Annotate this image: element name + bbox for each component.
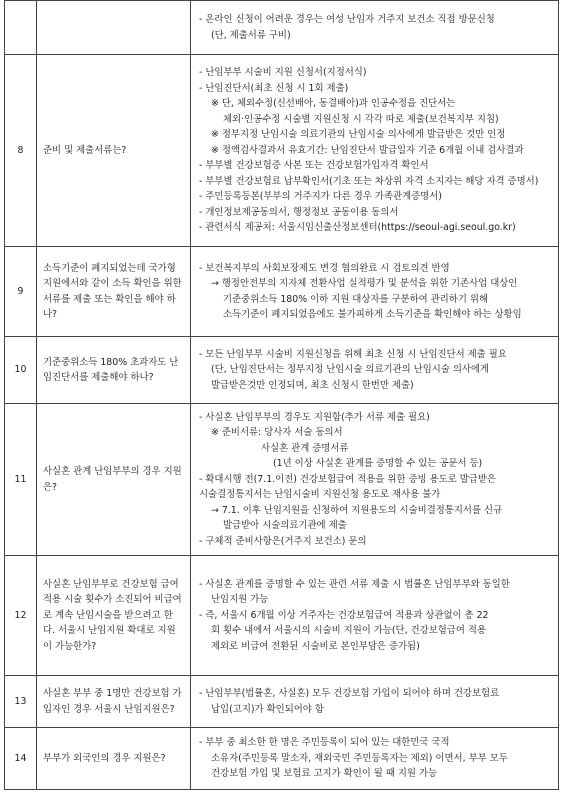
answer-line: (1년 이상 사실혼 관계를 증명할 수 있는 공문서 등)	[273, 458, 483, 470]
table-row	[5, 1, 559, 55]
answer-cell	[191, 728, 559, 790]
row-number: 9	[5, 247, 37, 337]
answer-cell	[191, 337, 559, 404]
question-cell: 사실혼 부부 중 1명만 건강보험 가입자인 경우 서울시 난임지원은?	[37, 676, 191, 728]
answer-line: - 난임부부 시술비 지원 신청서(지정서식)	[199, 67, 367, 79]
answer-line: 소득기준이 폐지되었음에도 불가피하게 소득기준을 확인해야 하는 상황임	[223, 309, 522, 320]
answer-line: - 부부별 건강보험증 사본 또는 건강보험가입자격 확인서	[199, 160, 429, 172]
answer-line: 회 횟수 내에서 서울시의 시술비 지원이 가능(단, 건강보험급여 적용	[211, 625, 486, 637]
answer-line: - 관련서식 제공처: 서울시임신출산정보센터(https://seoul-agi.seoul.go.kr)	[199, 222, 516, 234]
row-number: 10	[5, 337, 37, 404]
row-number: 8	[5, 55, 37, 247]
answer-line: → 행정안전부의 지자체 전환사업 실적평가 및 분석을 위한 기존사업 대상인	[211, 278, 518, 289]
answer-cell	[191, 1, 559, 55]
answer-cell	[191, 55, 559, 247]
table-row	[5, 337, 559, 404]
answer-cell	[191, 247, 559, 337]
answer-line: - 난임진단서(최초 신청 시 1회 제출)	[199, 82, 349, 94]
answer-cell	[191, 404, 559, 556]
answer-line: - 온라인 신청이 어려운 경우는 여성 난임자 거주지 보건소 직접 방문신청	[199, 14, 495, 25]
question-cell: 준비 및 제출서류는?	[37, 55, 191, 247]
answer-line: 제외로 비급여 전환된 시술비로 본인부담은 증가됨)	[211, 640, 420, 652]
answer-line: - 구체적 준비사항은(거주지 보건소) 문의	[199, 535, 367, 547]
answer-line: - 사실혼 관계를 증명할 수 있는 관련 서류 제출 시 법률혼 난임부부와 동일한	[199, 578, 510, 590]
answer-line: 체외·인공수정 시술별 지원신청 시 각각 따로 제출(보건복지부 지침)	[223, 113, 499, 125]
answer-line: ※ 준비서류: 당사자 서술 동의서	[211, 427, 343, 439]
answer-line: 소유자(주민등록 말소자, 재외국민 주민등록자는 제외) 이면서, 부부 모두	[211, 752, 508, 764]
answer-line: - 즉, 서울시 6개월 이상 거주자는 건강보험급여 적용과 상관없이 총 22	[199, 609, 489, 621]
answer-line: - 확대시행 전(7.1.이전) 건강보험급여 적용을 위한 증빙 용도로 발급받은	[199, 473, 496, 485]
answer-line: ※ 정액검사결과서 유효기간: 난임진단서 발급일자 기준 6개월 이내 검사결과	[211, 144, 524, 156]
answer-line: ※ 정부지정 난임시술 의료기관의 난임시술 의사에게 발급받은 것만 인정	[211, 129, 506, 141]
question-cell: 사실혼 관계 난임부부의 경우 지원은?	[37, 404, 191, 556]
answer-line: - 부부별 건강보험료 납부확인서(기초 또는 차상위 자격 소지자는 해당 자격 증명서)	[199, 175, 539, 187]
answer-line: → 7.1. 이후 난임지원을 신청하여 지원용도의 시술비결정통지서를 신규	[211, 504, 503, 516]
answer-line: - 보건복지부의 사회보장제도 변경 협의완료 시 검토의견 반영	[199, 262, 450, 274]
table-row	[5, 728, 559, 790]
answer-line: - 부부 중 최소한 한 명은 주민등록이 되어 있는 대한민국 국적	[199, 737, 450, 749]
answer-line: (단, 제출서류 구비)	[211, 29, 291, 41]
answer-line: - 사실혼 난임부부의 경우도 지원함(추가 서류 제출 필요)	[199, 411, 430, 423]
answer-line: - 모든 난임부부 시술비 지원신청을 위해 최초 신청 시 난임진단서 제출 필요	[199, 348, 507, 360]
answer-line: - 난임부부(법률혼, 사실혼) 모두 건강보험 가입이 되어야 하며 건강보험료	[199, 688, 500, 699]
answer-line: - 개인정보제공동의서, 행정정보 공동이용 동의서	[199, 206, 399, 218]
table-row	[5, 404, 559, 556]
answer-line: 시술결정통지서는 난임시술비 지원신청 용도로 재사용 불가	[199, 489, 441, 501]
question-cell: 기준중위소득 180% 초과자도 난임진단서를 제출해야 하나?	[37, 337, 191, 404]
question-cell	[37, 1, 191, 55]
answer-line: - 주민등록등본(부부의 거주지가 다른 경우 가족관계증명서)	[199, 191, 442, 203]
row-number: 12	[5, 556, 37, 676]
row-number: 11	[5, 404, 37, 556]
row-number	[5, 1, 37, 55]
answer-line: (단, 난임진단서는 정부지정 난임시술 의료기관의 난임시술 의사에게	[211, 364, 490, 376]
table-row	[5, 55, 559, 247]
answer-cell	[191, 556, 559, 676]
table-row	[5, 676, 559, 728]
question-cell: 부부가 외국인의 경우 지원은?	[37, 728, 191, 790]
answer-line: 건강보험 가입 및 보험료 고지가 확인이 될 때 지원 가능	[211, 768, 438, 780]
row-number: 13	[5, 676, 37, 728]
question-cell: 사실혼 난임부부로 건강보험 급여 적용 시술 횟수가 소진되어 비급여로 계속 난임시술을 받으려고 한다. 서울시 난임지원 확대로 지원이 가능한가?	[37, 556, 191, 676]
question-cell: 소득기준이 폐지되었는데 국가형 지원에서와 같이 소득 확인을 위한 서류를 제출 또는 확인을 해야 하나?	[37, 247, 191, 337]
answer-line: 발급받아 시술의료기관에 제출	[223, 520, 347, 532]
answer-line: ※ 단, 체외수정(신선배아, 동결배아)과 인공수정을 진단서는	[211, 98, 456, 110]
answer-line: 사실혼 관계 증명서류	[261, 442, 349, 454]
answer-cell	[191, 676, 559, 728]
row-number: 14	[5, 728, 37, 790]
answer-line: 난임지원 가능	[211, 594, 269, 606]
table-row	[5, 247, 559, 337]
table-row	[5, 556, 559, 676]
answer-line: 기준중위소득 180% 이하 지원 대상자를 구분하여 관리하기 위해	[223, 293, 489, 305]
answer-line: 납입(고지)가 확인되어야 함	[211, 703, 324, 715]
faq-table	[4, 0, 559, 790]
answer-line: 발급받은것만 인정되며, 최초 신청시 한번만 제출)	[211, 379, 414, 391]
